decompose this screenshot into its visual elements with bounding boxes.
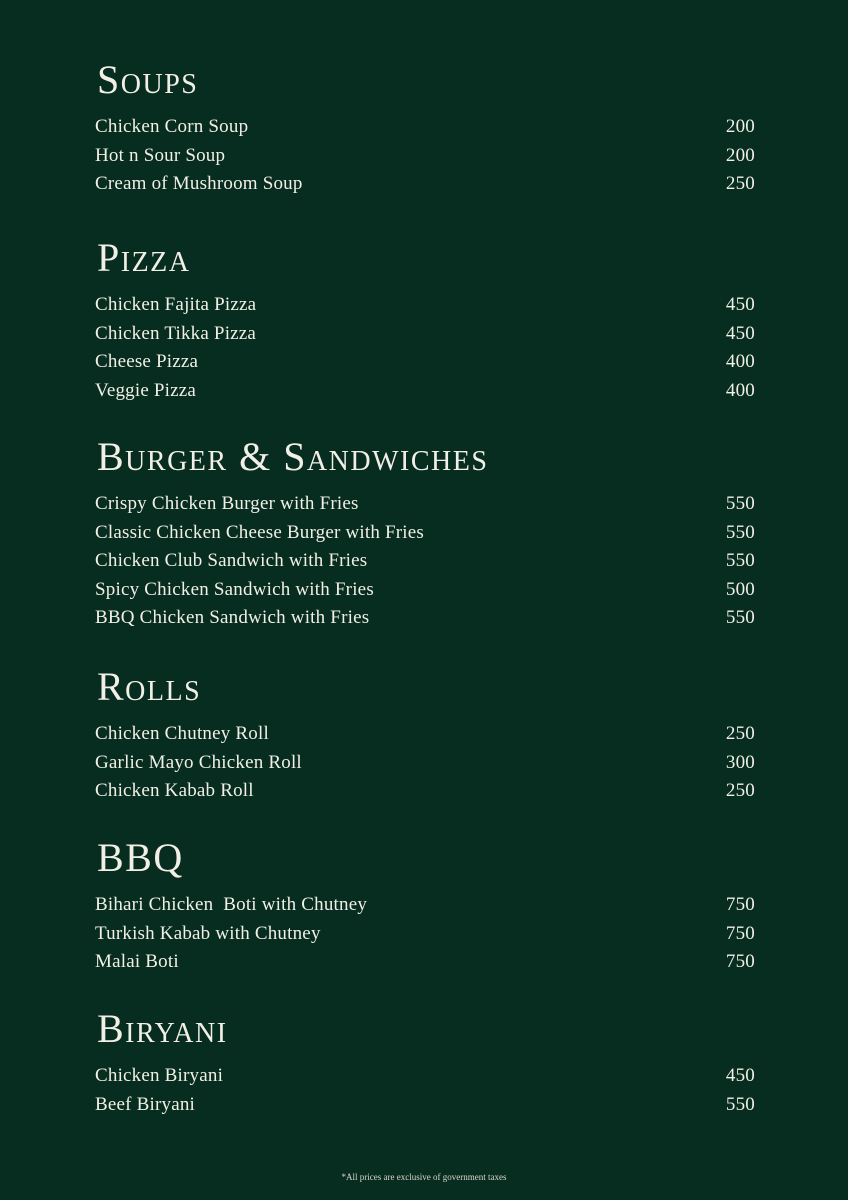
item-price: 550 [725,1093,755,1115]
item-name: Crispy Chicken Burger with Fries [95,493,359,514]
menu-item [95,291,755,320]
section-title: Pizza [97,235,191,280]
menu-item [95,348,755,377]
item-price: 500 [725,578,755,600]
section-title: BBQ [97,835,184,880]
item-name: Turkish Kabab with Chutney [95,922,321,944]
menu-item [95,576,755,605]
item-name: BBQ Chicken Sandwich with Fries [95,607,370,629]
item-price: 450 [725,294,755,315]
section-title: Soups [97,57,199,102]
section-title: Biryani [97,1006,228,1051]
menu-item [95,604,755,633]
section-soups [95,57,755,199]
item-name: Chicken Biryani [95,1065,224,1086]
section-burger-sandwiches [95,434,755,633]
tax-footnote: *All prices are exclusive of government taxes [341,1172,507,1182]
item-price: 750 [725,922,755,944]
item-name: Garlic Mayo Chicken Roll [95,751,302,773]
item-name: Cheese Pizza [95,351,199,373]
menu-item [95,749,755,778]
menu-item [95,720,755,749]
item-name: Chicken Club Sandwich with Fries [95,550,368,572]
menu-item [95,891,755,920]
section-biryani [95,1006,755,1119]
item-name: Classic Chicken Cheese Burger with Fries [95,521,425,543]
item-name: Chicken Fajita Pizza [95,294,257,315]
item-price: 200 [725,116,755,137]
item-price: 550 [725,550,755,572]
item-name: Hot n Sour Soup [95,144,226,166]
item-name: Chicken Kabab Roll [95,780,254,802]
menu-item [95,142,755,171]
item-name: Beef Biryani [95,1093,196,1115]
menu-item [95,377,755,406]
item-price: 550 [725,607,755,629]
menu-item [95,490,755,519]
section-title: Rolls [97,664,202,709]
section-bbq [95,835,755,977]
menu-item [95,320,755,349]
item-name: Chicken Corn Soup [95,116,249,137]
item-price: 400 [725,351,755,373]
section-pizza [95,235,755,405]
menu-item [95,113,755,142]
item-price: 250 [725,173,755,195]
item-name: Cream of Mushroom Soup [95,173,303,195]
menu-item [95,777,755,806]
item-name: Bihari Chicken Boti with Chutney [95,894,368,915]
item-name: Malai Boti [95,951,179,973]
item-price: 550 [725,493,755,514]
item-price: 200 [725,144,755,166]
menu-item [95,1091,755,1120]
item-price: 400 [725,379,755,401]
item-price: 550 [725,521,755,543]
item-price: 450 [725,322,755,344]
item-name: Veggie Pizza [95,379,197,401]
menu-item [95,948,755,977]
item-price: 250 [725,780,755,802]
item-name: Chicken Chutney Roll [95,723,269,744]
item-name: Spicy Chicken Sandwich with Fries [95,578,374,600]
item-price: 450 [725,1065,755,1086]
item-price: 250 [725,723,755,744]
menu-item [95,1062,755,1091]
menu-item [95,170,755,199]
menu-item [95,547,755,576]
menu-item [95,519,755,548]
section-rolls [95,664,755,806]
section-title: Burger & Sandwiches [97,434,489,479]
menu-item [95,920,755,949]
item-name: Chicken Tikka Pizza [95,322,257,344]
item-price: 750 [725,894,755,915]
item-price: 300 [725,751,755,773]
item-price: 750 [725,951,755,973]
